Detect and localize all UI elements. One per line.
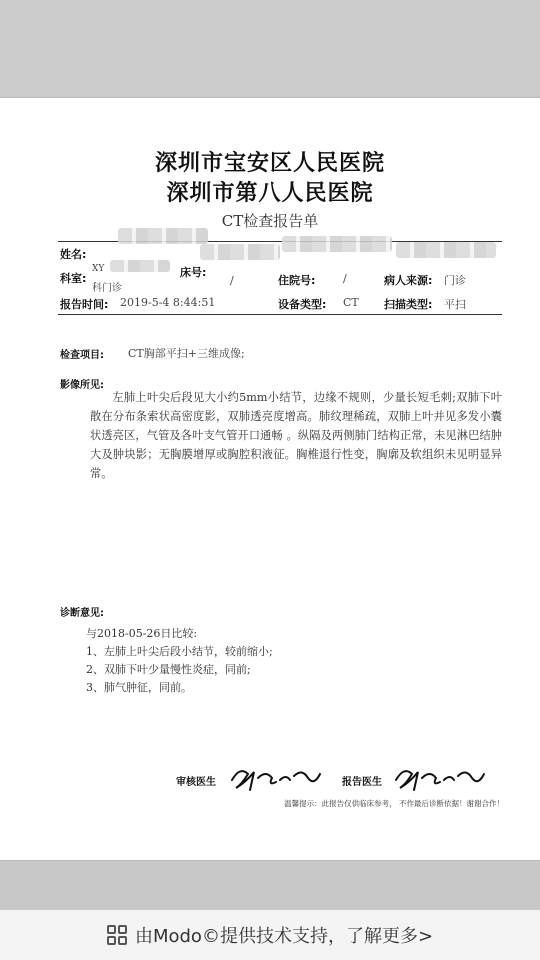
name-label: 姓名: [60, 248, 87, 261]
exam-label: 检查项目: [60, 350, 104, 361]
scan-type-label: 扫描类型: [384, 298, 433, 311]
source-value: 门诊 [444, 274, 466, 287]
redacted-block [282, 236, 392, 252]
device-value: CT [343, 296, 359, 309]
source-label: 病人来源: [384, 274, 433, 287]
report-time-label: 报告时间: [60, 298, 109, 311]
dept-value-line2: 科门诊 [92, 283, 122, 294]
findings-label: 影像所见: [60, 380, 104, 391]
report-title: CT检查报告单 [221, 212, 319, 230]
modo-footer-text[interactable]: 由Modo©提供技术支持，了解更多> [134, 926, 434, 947]
modo-grid-icon [107, 925, 127, 945]
inpatient-value: / [343, 272, 347, 285]
report-time-value: 2019-5-4 8:44:51 [120, 296, 216, 309]
diagnosis-line-2: 2、双肺下叶少量慢性炎症，同前; [86, 663, 251, 676]
diagnosis-line-3: 3、肺气肿征，同前。 [86, 681, 192, 694]
report-paper [0, 98, 540, 860]
bed-value: / [230, 274, 234, 287]
header-rule-bottom [58, 314, 502, 315]
redacted-dept [110, 260, 170, 272]
exam-value: CT胸部平扫+三维成像; [128, 347, 245, 360]
findings-text [90, 388, 502, 483]
reporter-label: 报告医生 [342, 777, 382, 788]
dept-label: 科室: [60, 272, 87, 285]
modo-footer-bar[interactable] [0, 910, 540, 960]
inpatient-label: 住院号: [278, 274, 316, 287]
dept-value-prefix: XY [92, 264, 105, 274]
redacted-name [118, 228, 208, 244]
bed-label: 床号: [180, 266, 207, 279]
redacted-block [396, 242, 496, 258]
findings-paragraph: 左肺上叶尖后段见大小约5mm小结节，边缘不规则，少量长短毛刺;双肺下叶散在分布条索状高密度影，双肺透亮度增高。肺纹理稀疏，双肺上叶并见多发小囊状透亮区，气管及各叶支气管开口通畅 。纵隔及两侧肺门结构正常，未见淋巴结肿大及肿块影；无胸膜增厚或胸腔积液征。胸椎退行性变，胸廓及软组织未见明显异常。 [90, 391, 502, 480]
diagnosis-line-0: 与2018-05-26日比较: [86, 627, 198, 640]
top-gray-bar [0, 0, 540, 96]
diagnosis-label: 诊断意见: [60, 608, 104, 619]
redacted-block [200, 244, 280, 260]
reviewer-label: 审核医生 [176, 777, 216, 788]
reviewer-signature [228, 760, 324, 794]
device-label: 设备类型: [278, 298, 327, 311]
disclaimer-note: 温馨提示：此报告仅供临床参考， 不作最后诊断依据！谢谢合作！ [284, 799, 504, 808]
hospital-name-1: 深圳市宝安区人民医院 [154, 150, 385, 176]
reporter-signature [392, 760, 488, 794]
diagnosis-line-1: 1、左肺上叶尖后段小结节，较前缩小; [86, 645, 273, 658]
scan-type-value: 平扫 [444, 298, 466, 311]
hospital-name-2: 深圳市第八人民医院 [166, 180, 374, 206]
